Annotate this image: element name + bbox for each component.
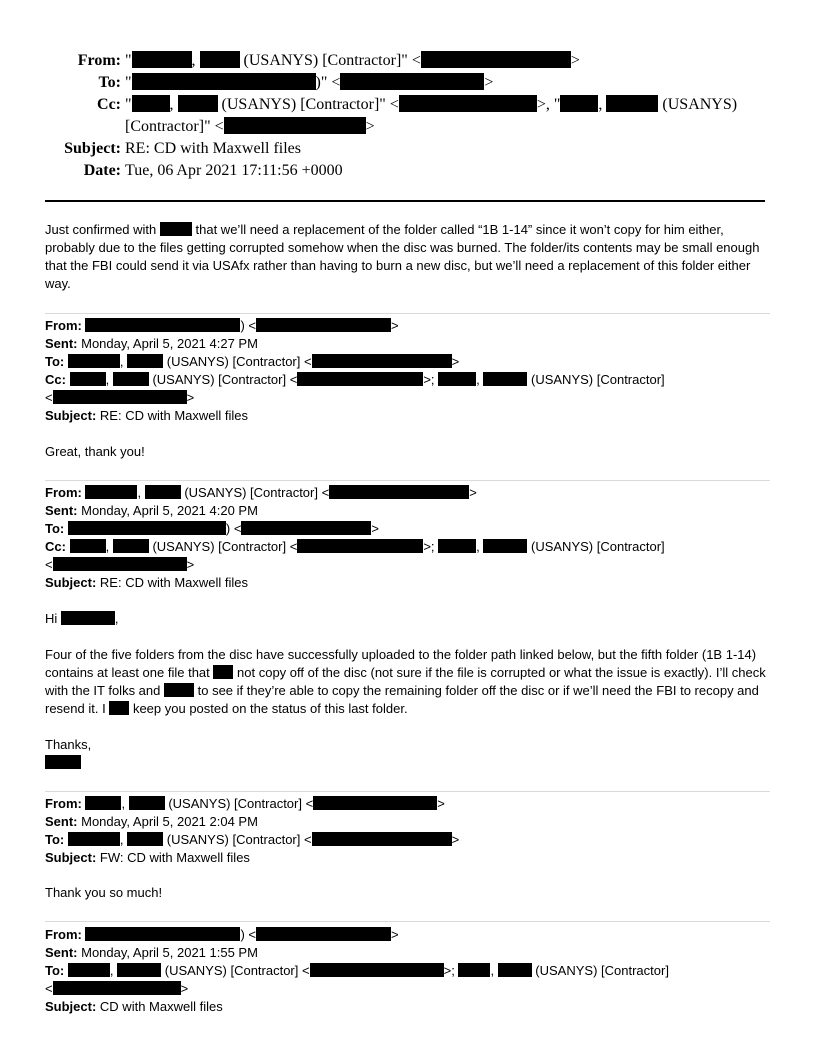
redaction-block: [109, 701, 129, 715]
redaction-block: [560, 95, 598, 112]
redaction-block: [224, 117, 366, 134]
message-divider: [45, 791, 770, 792]
redaction-block: [113, 372, 149, 386]
greeting: Hi ,: [45, 611, 119, 626]
redaction-block: [483, 539, 527, 553]
redaction-block: [113, 539, 149, 553]
redaction-block: [310, 963, 444, 977]
redaction-block: [117, 963, 161, 977]
redaction-block: [145, 485, 181, 499]
sent-line: Sent: Monday, April 5, 2021 4:20 PM: [45, 503, 258, 518]
redaction-block: [329, 485, 469, 499]
from-line: From: , (USANYS) [Contractor] < >: [45, 796, 445, 811]
redaction-block: [241, 521, 371, 535]
redaction-block: [85, 927, 240, 941]
header-subject-row: [45, 138, 775, 160]
redaction-block: [313, 796, 437, 810]
redaction-block: [85, 796, 121, 810]
redaction-block: [68, 521, 226, 535]
header-to-label: To:: [98, 74, 121, 91]
redaction-block: [53, 557, 187, 571]
message-body: Thank you so much!: [45, 885, 163, 900]
header-cc-label: Cc:: [97, 96, 121, 113]
header-from-row: From: " , (USANYS) [Contractor]" < >: [45, 50, 775, 72]
redaction-block: [70, 539, 106, 553]
header-from-label: From:: [77, 52, 121, 69]
redaction-block: [129, 796, 165, 810]
redaction-block: [483, 372, 527, 386]
header-cc-value-1: (USANYS) [Contractor]": [221, 96, 386, 113]
header-cc-value-2: (USANYS): [662, 96, 738, 113]
redaction-block: [53, 981, 181, 995]
header-divider: [45, 200, 765, 202]
redaction-block: [132, 73, 316, 90]
quoted-message-header: [45, 795, 770, 867]
subject-line: Subject: FW: CD with Maxwell files: [45, 850, 250, 865]
redaction-block: [132, 51, 192, 68]
message-divider: [45, 313, 770, 314]
closing: Thanks,: [45, 737, 92, 752]
message-divider: [45, 480, 770, 481]
redaction-block: [340, 73, 484, 90]
redaction-block: [61, 611, 115, 625]
subject-line: Subject: RE: CD with Maxwell files: [45, 408, 249, 423]
message-body: Great, thank you!: [45, 444, 145, 459]
to-line: To: , (USANYS) [Contractor] < >: [45, 832, 460, 847]
redaction-block: [45, 755, 81, 769]
header-to-row: To: " )" < >: [45, 72, 775, 94]
sent-line: Sent: Monday, April 5, 2021 4:27 PM: [45, 336, 258, 351]
redaction-block: [164, 683, 194, 697]
from-line: From: , (USANYS) [Contractor] < >: [45, 485, 477, 500]
message-divider: [45, 921, 770, 922]
header-date-row: [45, 160, 775, 182]
header-subject-value: RE: CD with Maxwell files: [125, 140, 301, 157]
header-from-value: (USANYS) [Contractor]": [243, 52, 408, 69]
redaction-block: [132, 95, 170, 112]
cc-line: Cc: , (USANYS) [Contractor] < >; , (USANYS) [Contractor] < >: [45, 372, 665, 405]
redaction-block: [178, 95, 218, 112]
sent-line: Sent: Monday, April 5, 2021 2:04 PM: [45, 814, 258, 829]
to-line: To: , (USANYS) [Contractor] < >; , (USANYS) [Contractor] < >: [45, 963, 669, 996]
redaction-block: [85, 485, 137, 499]
redaction-block: [85, 318, 240, 332]
redaction-block: [68, 832, 120, 846]
redaction-block: [256, 318, 391, 332]
cc-line: Cc: , (USANYS) [Contractor] < >; , (USANYS) [Contractor] < >: [45, 539, 665, 572]
redaction-block: [312, 354, 452, 368]
redaction-block: [127, 832, 163, 846]
quoted-message-header: [45, 926, 770, 1016]
redaction-block: [421, 51, 571, 68]
signature: [45, 754, 770, 772]
redaction-block: [297, 539, 423, 553]
redaction-block: [160, 222, 192, 236]
message-body: Just confirmed with that we’ll need a replacement of the folder called “1B 1-14” since it won’t copy for him either, probably due to the files getting corrupted somehow when the disc was burned. The folder/its contents may be small enough that the FBI could send it via USAfx rather than having to burn a new disc, but we’ll need a replacement of this folder either way.: [45, 222, 760, 291]
header-cc-row: Cc: " , (USANYS) [Contractor]" < >, " , (USANYS) [Contractor]" < >: [45, 94, 775, 138]
redaction-block: [498, 963, 532, 977]
quoted-message-header: [45, 484, 770, 592]
header-subject-label: Subject:: [64, 140, 121, 157]
redaction-block: [213, 665, 233, 679]
to-line: To: , (USANYS) [Contractor] < >: [45, 354, 460, 369]
email-header: [45, 50, 775, 182]
subject-line: Subject: CD with Maxwell files: [45, 999, 223, 1014]
redaction-block: [256, 927, 391, 941]
from-line: From: ) < >: [45, 927, 399, 942]
header-date-label: Date:: [83, 162, 121, 179]
redaction-block: [127, 354, 163, 368]
header-cc-value-3: [Contractor]": [125, 118, 211, 135]
to-line: To: ) < >: [45, 521, 380, 536]
sent-line: Sent: Monday, April 5, 2021 1:55 PM: [45, 945, 258, 960]
redaction-block: [200, 51, 240, 68]
redaction-block: [438, 372, 476, 386]
redaction-block: [70, 372, 106, 386]
redaction-block: [438, 539, 476, 553]
redaction-block: [606, 95, 658, 112]
header-date-value: Tue, 06 Apr 2021 17:11:56 +0000: [125, 162, 343, 179]
redaction-block: [68, 354, 120, 368]
message-body: Four of the five folders from the disc have successfully uploaded to the folder path linked below, but the fifth folder (1B 1-14) contains at least one file that not copy off of the disc (not sure if the file is corrupted or what the issue is exactly). I’ll check with the IT folks and to see if they’re able to copy the remaining folder off the disc or if we’ll need the FBI to recopy and resend it. I keep you posted on the status of this last folder.: [45, 647, 766, 716]
redaction-block: [53, 390, 187, 404]
redaction-block: [68, 963, 110, 977]
redaction-block: [297, 372, 423, 386]
quoted-message-header: [45, 317, 770, 425]
from-line: From: ) < >: [45, 318, 399, 333]
redaction-block: [399, 95, 537, 112]
redaction-block: [458, 963, 490, 977]
redaction-block: [312, 832, 452, 846]
subject-line: Subject: RE: CD with Maxwell files: [45, 575, 249, 590]
